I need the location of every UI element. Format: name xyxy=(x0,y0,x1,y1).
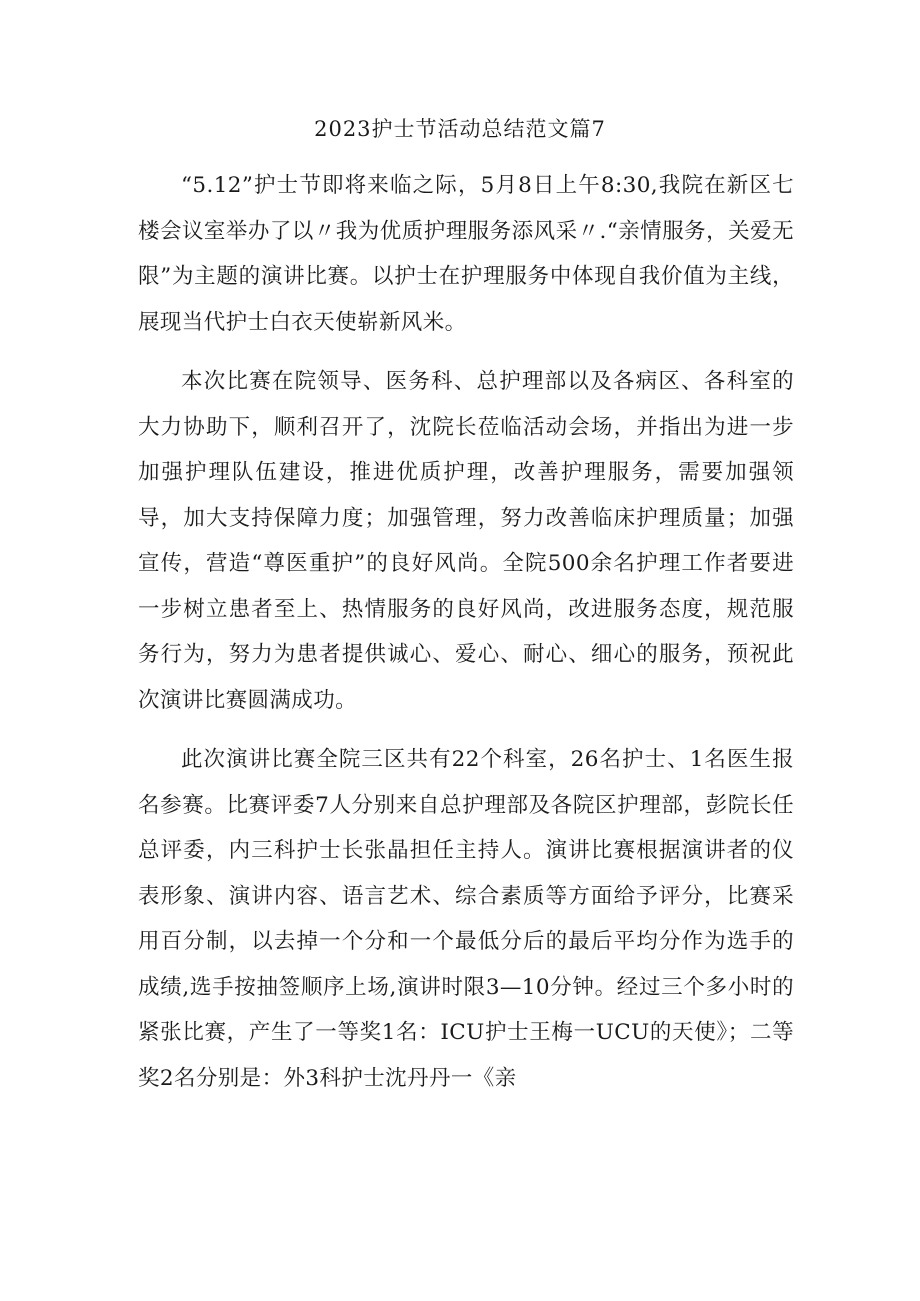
document-title: 2023护士节活动总结范文篇7 xyxy=(314,117,606,141)
paragraph-2: 本次比赛在院领导、医务科、总护理部以及各病区、各科室的大力协助下，顺利召开了，沈院长莅临活动会场，并指出为进一步加强护理队伍建设，推进优质护理，改善护理服务，需要加强领导，加大支持保障力度；加强管理，努力改善临床护理质量；加强宣传，营造“尊医重护”的良好风尚。全院500余名护理工作者要进一步树立患者至上、热情服务的良好风尚，改进服务态度，规范服务行为，努力为患者提供诚心、爱心、耐心、细心的服务，预祝此次演讲比赛圆满成功。 xyxy=(138,369,794,713)
paragraph-3: 此次演讲比赛全院三区共有22个科室，26名护士、1名医生报名参赛。比赛评委7人分别来自总护理部及各院区护理部，彭院长任总评委，内三科护士长张晶担任主持人。演讲比赛根据演讲者的仪表形象、演讲内容、语言艺术、综合素质等方面给予评分，比赛采用百分制，以去掉一个分和一个最低分后的最后平均分作为选手的成绩,选手按抽签顺序上场,演讲时限3—10分钟。经过三个多小时的紧张比赛，产生了一等奖1名：ICU护士王梅一UCU的天使》；二等奖2名分别是：外3科护士沈丹丹一《亲 xyxy=(138,747,794,1091)
document-body xyxy=(138,163,794,1115)
paragraph-1: “5.12”护士节即将来临之际，5月8日上午8:30,我院在新区七楼会议室举办了以〃我为优质护理服务添风采〃.“亲情服务，关爱无限”为主题的演讲比赛。以护士在护理服务中体现自我价值为主线，展现当代护士白衣天使崭新风米。 xyxy=(138,173,794,335)
